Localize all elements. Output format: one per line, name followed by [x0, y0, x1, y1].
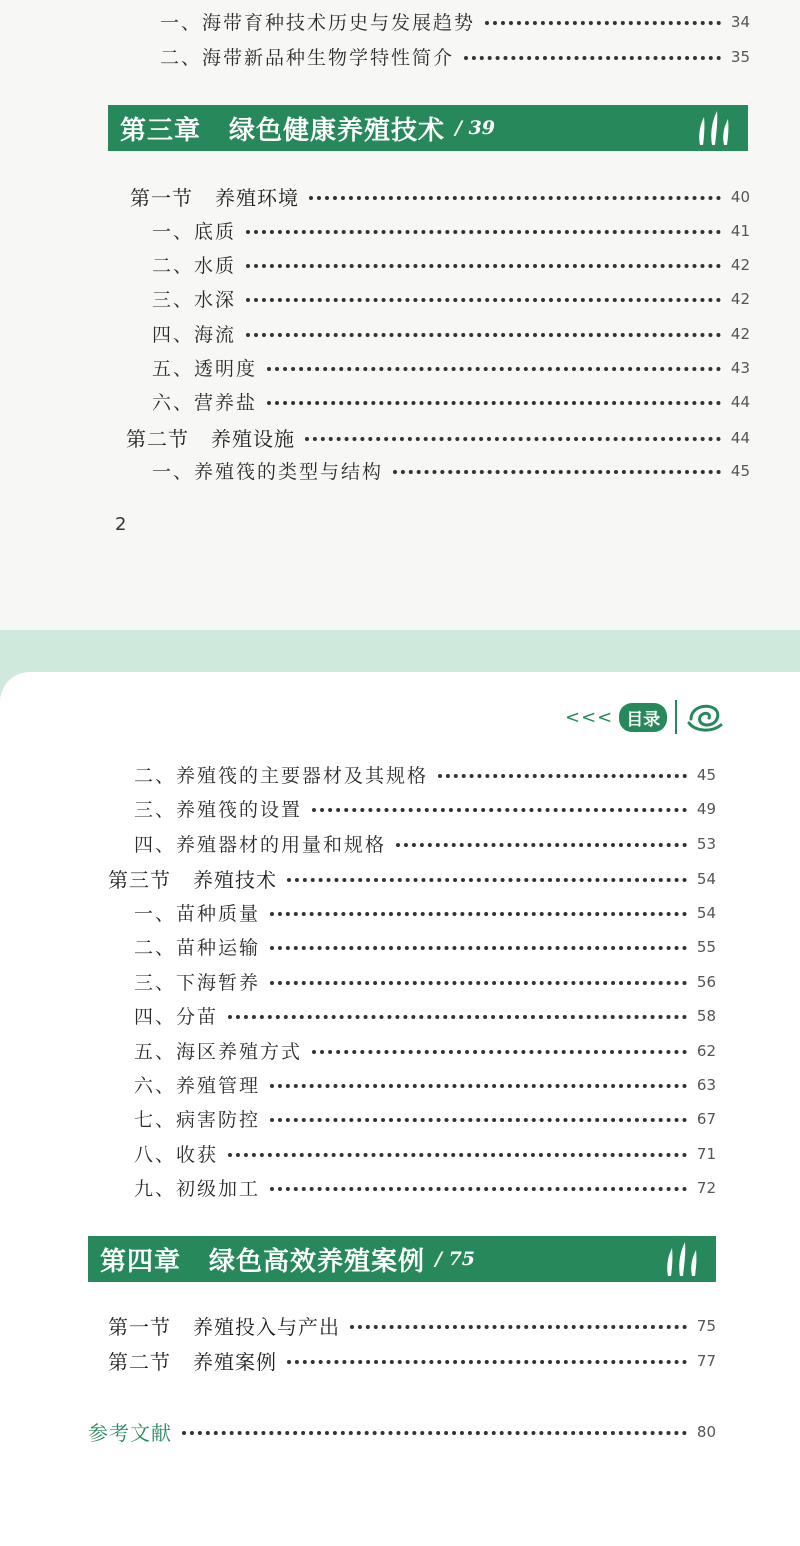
toc-header-mark	[565, 697, 725, 737]
toc-entry[interactable]	[134, 933, 716, 960]
toc-entry[interactable]	[134, 1140, 716, 1167]
toc-entry[interactable]	[134, 1105, 716, 1132]
kelp-icon	[692, 109, 738, 147]
toc-entry-page: 77	[696, 1351, 716, 1370]
toc-entry[interactable]	[160, 43, 750, 70]
toc-entry[interactable]	[152, 320, 750, 347]
leader-dots	[287, 1360, 687, 1364]
chapter-page: / 75	[435, 1248, 476, 1270]
toc-entry-label: 六、营养盐	[152, 392, 258, 414]
toc-entry-page: 49	[696, 799, 716, 818]
leader-dots	[270, 1084, 687, 1088]
toc-entry[interactable]	[152, 388, 750, 415]
section-title: 第二节 养殖案例	[108, 1350, 277, 1374]
toc-references[interactable]	[88, 1417, 716, 1446]
toc-entry-page: 54	[696, 869, 716, 888]
toc-label: 目录	[619, 703, 667, 732]
toc-entry-page: 62	[696, 1041, 716, 1060]
toc-section[interactable]	[108, 1311, 716, 1340]
leader-dots	[270, 946, 687, 950]
leader-dots	[182, 1431, 687, 1435]
leader-dots	[228, 1015, 687, 1019]
upper-page	[0, 0, 800, 630]
leader-dots	[312, 1050, 687, 1054]
toc-entry[interactable]	[152, 251, 750, 278]
toc-entry-label: 一、底质	[152, 221, 237, 243]
toc-entry[interactable]	[134, 1071, 716, 1098]
chevrons-icon: <<<	[565, 706, 614, 728]
leader-dots	[350, 1325, 687, 1329]
swirl-logo-icon	[685, 699, 725, 735]
toc-entry[interactable]	[134, 1037, 716, 1064]
toc-entry[interactable]	[160, 8, 750, 35]
toc-entry-label: 六、养殖管理	[134, 1075, 261, 1097]
section-title: 第一节 养殖环境	[130, 186, 299, 210]
section-title: 第三节 养殖技术	[108, 868, 277, 892]
toc-entry[interactable]	[152, 285, 750, 312]
toc-entry-page: 40	[730, 187, 750, 206]
divider-line	[675, 700, 677, 734]
chapter-title: 第四章 绿色高效养殖案例	[100, 1246, 426, 1277]
leader-dots	[246, 298, 721, 302]
toc-entry-label: 四、养殖器材的用量和规格	[134, 834, 387, 856]
toc-entry-page: 42	[730, 255, 750, 274]
toc-entry-page: 53	[696, 834, 716, 853]
toc-entry-label: 一、苗种质量	[134, 903, 261, 925]
toc-entry-page: 45	[696, 765, 716, 784]
toc-entry-page: 80	[696, 1422, 716, 1441]
toc-entry-label: 五、透明度	[152, 358, 258, 380]
leader-dots	[312, 808, 687, 812]
toc-entry-label: 一、养殖筏的类型与结构	[152, 461, 384, 483]
toc-entry[interactable]	[134, 1174, 716, 1201]
toc-section[interactable]	[126, 423, 750, 452]
section-title: 第二节 养殖设施	[126, 427, 295, 451]
leader-dots	[246, 230, 721, 234]
toc-entry[interactable]	[134, 761, 716, 788]
toc-entry-page: 41	[730, 221, 750, 240]
page-number: 2	[115, 514, 127, 535]
toc-entry[interactable]	[152, 217, 750, 244]
leader-dots	[270, 1118, 687, 1122]
toc-section[interactable]	[108, 1346, 716, 1375]
leader-dots	[246, 264, 721, 268]
toc-entry[interactable]	[152, 354, 750, 381]
kelp-icon	[660, 1240, 706, 1278]
toc-entry[interactable]	[152, 457, 750, 484]
toc-entry-page: 42	[730, 289, 750, 308]
toc-entry-page: 35	[730, 47, 750, 66]
toc-entry-page: 75	[696, 1316, 716, 1335]
toc-entry-label: 五、海区养殖方式	[134, 1041, 303, 1063]
toc-entry[interactable]	[134, 899, 716, 926]
toc-entry-page: 71	[696, 1144, 716, 1163]
toc-entry-label: 二、苗种运输	[134, 937, 261, 959]
toc-entry-page: 63	[696, 1075, 716, 1094]
leader-dots	[267, 367, 721, 371]
toc-entry-page: 55	[696, 937, 716, 956]
leader-dots	[393, 470, 721, 474]
toc-entry-label: 二、海带新品种生物学特性简介	[160, 47, 455, 69]
toc-section[interactable]	[108, 864, 716, 893]
toc-section[interactable]	[130, 182, 750, 211]
toc-entry-label: 三、养殖筏的设置	[134, 799, 303, 821]
toc-entry-label: 一、海带育种技术历史与发展趋势	[160, 12, 476, 34]
leader-dots	[396, 843, 687, 847]
toc-entry-page: 56	[696, 972, 716, 991]
toc-entry-page: 44	[730, 392, 750, 411]
toc-entry[interactable]	[134, 795, 716, 822]
toc-entry-label: 八、收获	[134, 1144, 219, 1166]
chapter-page: / 39	[455, 117, 496, 139]
chapter-4-banner[interactable]	[88, 1236, 716, 1282]
toc-entry-page: 44	[730, 428, 750, 447]
leader-dots	[228, 1153, 687, 1157]
toc-entry-page: 34	[730, 12, 750, 31]
leader-dots	[267, 401, 721, 405]
toc-entry[interactable]	[134, 830, 716, 857]
toc-entry-page: 58	[696, 1006, 716, 1025]
toc-entry-label: 四、海流	[152, 324, 237, 346]
toc-entry-page: 45	[730, 461, 750, 480]
leader-dots	[438, 774, 687, 778]
toc-entry-page: 54	[696, 903, 716, 922]
leader-dots	[270, 981, 687, 985]
toc-entry-label: 二、养殖筏的主要器材及其规格	[134, 765, 429, 787]
leader-dots	[485, 21, 721, 25]
toc-entry-label: 七、病害防控	[134, 1109, 261, 1131]
references-label: 参考文献	[88, 1421, 172, 1445]
leader-dots	[464, 56, 721, 60]
toc-entry-label: 三、水深	[152, 289, 237, 311]
toc-entry-label: 二、水质	[152, 255, 237, 277]
toc-entry-label: 三、下海暂养	[134, 972, 261, 994]
leader-dots	[270, 1187, 687, 1191]
toc-entry-page: 72	[696, 1178, 716, 1197]
toc-entry-label: 九、初级加工	[134, 1178, 261, 1200]
leader-dots	[305, 437, 721, 441]
leader-dots	[287, 878, 687, 882]
section-title: 第一节 养殖投入与产出	[108, 1315, 340, 1339]
toc-entry-page: 67	[696, 1109, 716, 1128]
toc-entry-label: 四、分苗	[134, 1006, 219, 1028]
chapter-3-banner[interactable]	[108, 105, 748, 151]
toc-entry-page: 43	[730, 358, 750, 377]
chapter-title: 第三章 绿色健康养殖技术	[120, 115, 446, 146]
leader-dots	[309, 196, 721, 200]
toc-entry[interactable]	[134, 1002, 716, 1029]
leader-dots	[246, 333, 721, 337]
toc-entry-page: 42	[730, 324, 750, 343]
leader-dots	[270, 912, 687, 916]
toc-entry[interactable]	[134, 968, 716, 995]
